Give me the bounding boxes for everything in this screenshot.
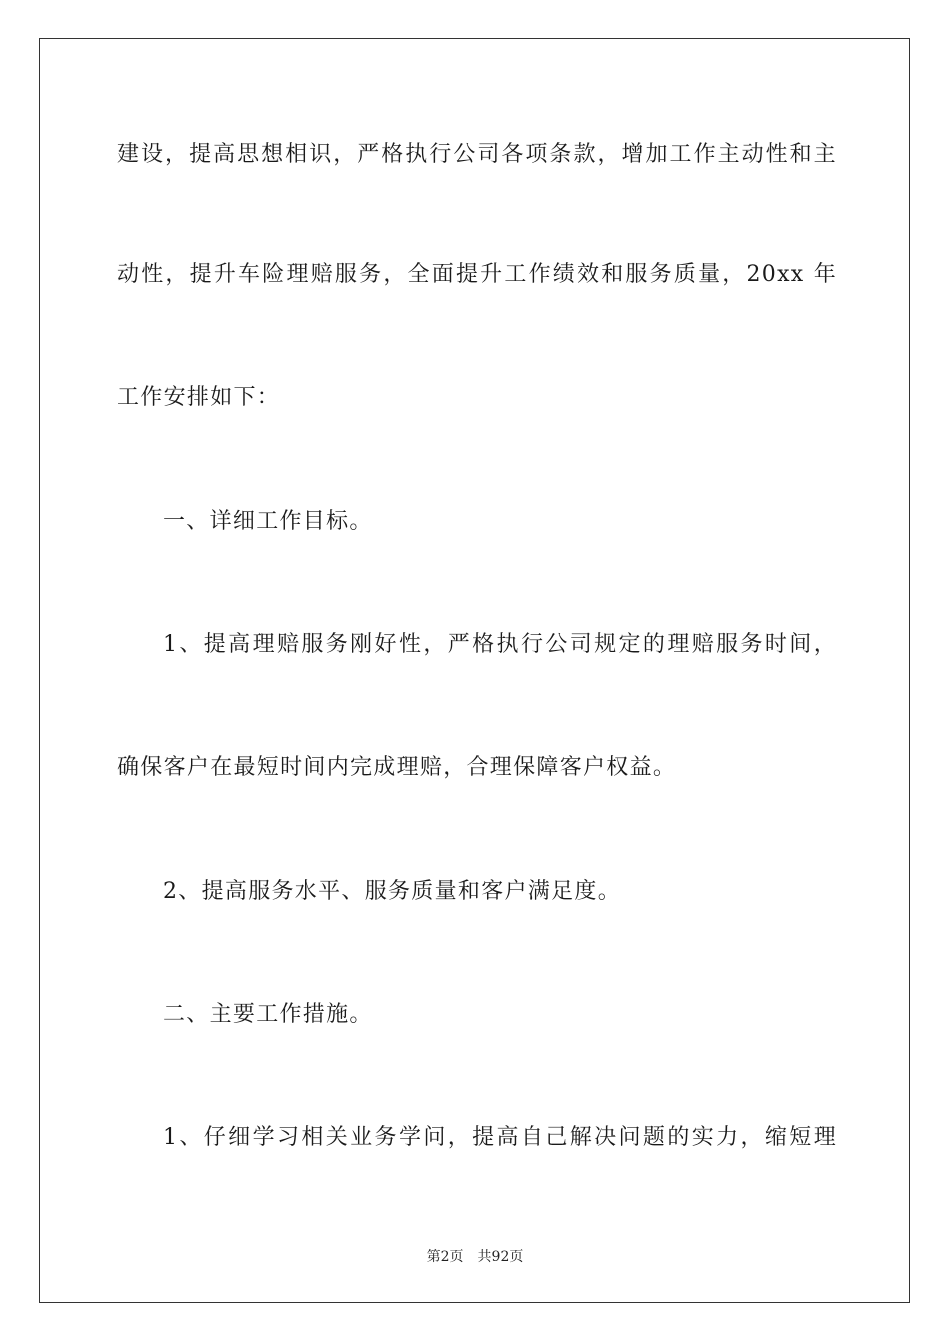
text-line-3: 工作安排如下： [117, 385, 281, 410]
page-number-total: 共92页 [477, 1249, 524, 1265]
text-line-2: 动性，提升车险理赔服务，全面提升工作绩效和服务质量，20xx 年 [117, 262, 837, 287]
page-footer [0, 1248, 950, 1266]
text-line-5: 1、提高理赔服务刚好性，严格执行公司规定的理赔服务时间， [163, 632, 837, 657]
text-line-7: 2、提高服务水平、服务质量和客户满足度。 [163, 879, 621, 904]
text-line-9: 1、仔细学习相关业务学问，提高自己解决问题的实力，缩短理 [163, 1125, 837, 1150]
text-line-6: 确保客户在最短时间内完成理赔，合理保障客户权益。 [117, 755, 677, 780]
section-heading-2: 二、主要工作措施。 [163, 1002, 373, 1027]
page-frame [39, 38, 910, 1303]
page-number-current: 第2页 [426, 1249, 464, 1265]
text-line-1: 建设，提高思想相识，严格执行公司各项条款，增加工作主动性和主 [117, 142, 837, 167]
section-heading-1: 一、详细工作目标。 [163, 509, 373, 534]
